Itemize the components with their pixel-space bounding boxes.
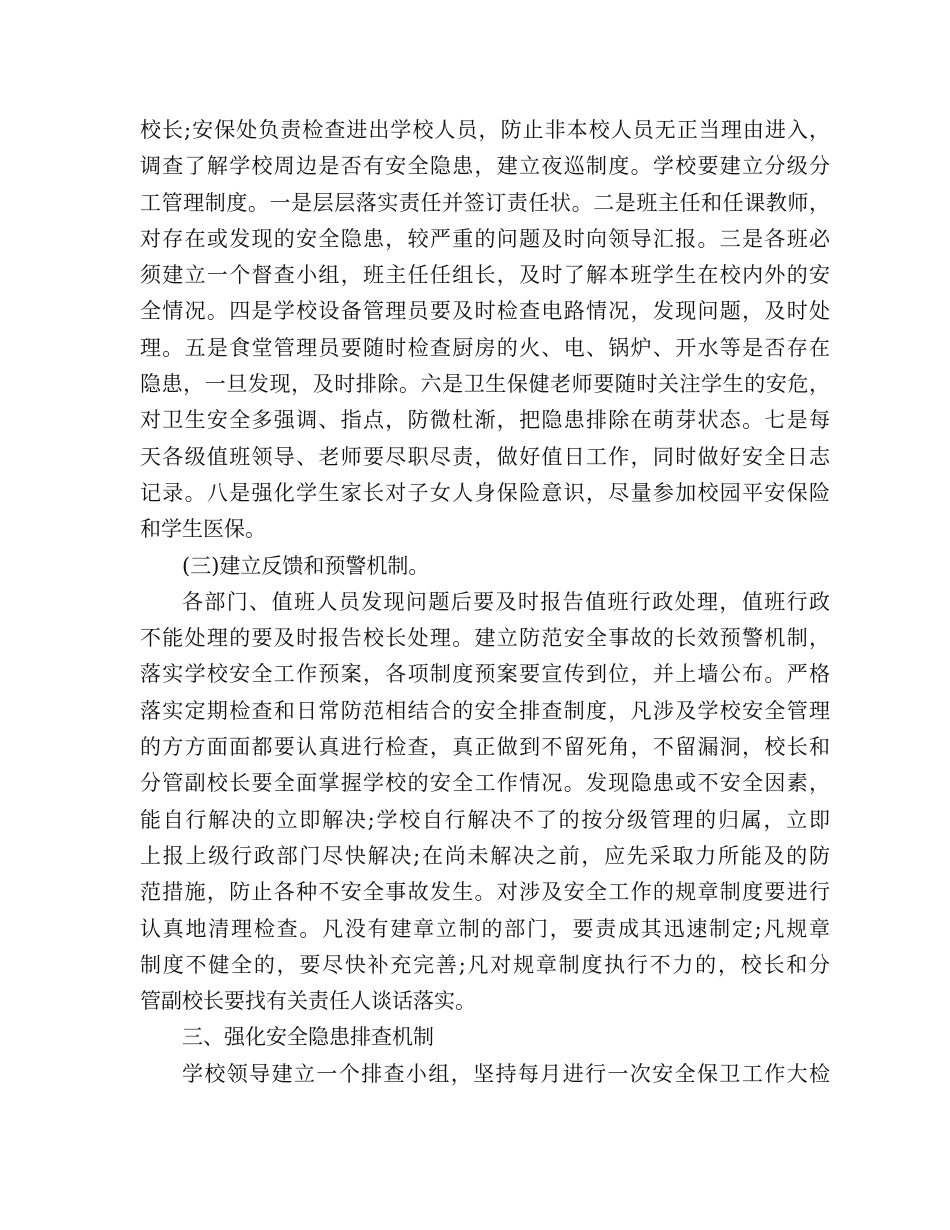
text-line: 全情况。四是学校设备管理员要及时检查电路情况，发现问题，及时处 — [140, 299, 830, 324]
text-line: 须建立一个督查小组，班主任任组长，及时了解本班学生在校内外的安 — [140, 263, 830, 288]
text-line: 分管副校长要全面掌握学校的安全工作情况。发现隐患或不安全因素， — [140, 771, 830, 796]
text-line: 的方方面面都要认真进行检查，真正做到不留死角，不留漏洞，校长和 — [140, 735, 830, 760]
paragraph-hazard-inspection — [140, 1056, 830, 1092]
text-line: 范措施，防止各种不安全事故发生。对涉及安全工作的规章制度要进行 — [140, 880, 830, 905]
text-line: 对存在或发现的安全隐患，较严重的问题及时向领导汇报。三是各班必 — [140, 226, 830, 251]
text-line: 工管理制度。一是层层落实责任并签订责任状。二是班主任和任课教师， — [140, 190, 830, 215]
text-line: 制度不健全的，要尽快补充完善;凡对规章制度执行不力的，校长和分 — [140, 952, 830, 977]
text-line: 落实学校安全工作预案，各项制度预案要宣传到位，并上墙公布。严格 — [140, 662, 830, 687]
paragraph-feedback-warning — [140, 584, 830, 1020]
paragraph-responsibilities — [140, 112, 830, 548]
text-line: 上报上级行政部门尽快解决;在尚未解决之前，应先采取力所能及的防 — [140, 843, 830, 868]
text-line: 对卫生安全多强调、指点，防微杜渐，把隐患排除在萌芽状态。七是每 — [140, 408, 830, 433]
document-body — [140, 112, 830, 1092]
section-heading-feedback-warning: (三)建立反馈和预警机制。 — [182, 553, 430, 578]
text-line: 调查了解学校周边是否有安全隐患，建立夜巡制度。学校要建立分级分 — [140, 154, 830, 179]
text-line: 不能处理的要及时报告校长处理。建立防范安全事故的长效预警机制， — [140, 626, 830, 651]
text-line: 落实定期检查和日常防范相结合的安全排查制度，凡涉及学校安全管理 — [140, 698, 830, 723]
text-line: 认真地清理检查。凡没有建章立制的部门，要责成其迅速制定;凡规章 — [140, 916, 830, 941]
text-line: 隐患，一旦发现，及时排除。六是卫生保健老师要随时关注学生的安危， — [140, 372, 830, 397]
text-line: 和学生医保。 — [140, 517, 266, 542]
text-line: 记录。八是强化学生家长对子女人身保险意识，尽量参加校园平安保险 — [140, 480, 830, 505]
section-heading-hazard-inspection: 三、强化安全隐患排查机制 — [182, 1025, 434, 1050]
text-line: 管副校长要找有关责任人谈话落实。 — [140, 989, 476, 1014]
text-line: 各部门、值班人员发现问题后要及时报告值班行政处理，值班行政 — [182, 589, 830, 614]
text-line: 校长;安保处负责检查进出学校人员，防止非本校人员无正当理由进入， — [140, 118, 830, 142]
text-line: 学校领导建立一个排查小组，坚持每月进行一次安全保卫工作大检 — [182, 1061, 830, 1086]
text-line: 理。五是食堂管理员要随时检查厨房的火、电、锅炉、开水等是否存在 — [140, 335, 830, 360]
text-line: 能自行解决的立即解决;学校自行解决不了的按分级管理的归属，立即 — [140, 807, 830, 832]
text-line: 天各级值班领导、老师要尽职尽责，做好值日工作，同时做好安全日志 — [140, 444, 830, 469]
